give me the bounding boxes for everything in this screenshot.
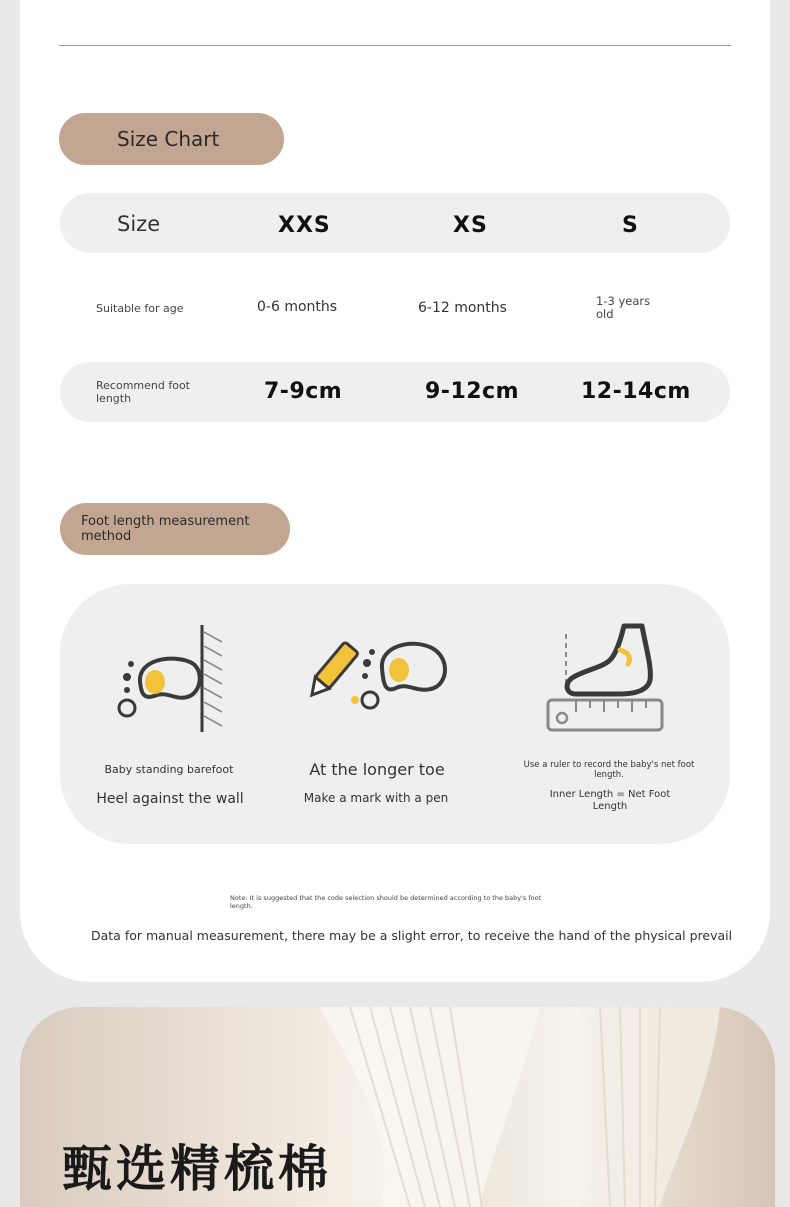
measurement-disclaimer: Data for manual measurement, there may be a slight error, to receive the hand of the physical prevail (91, 928, 733, 943)
step1-caption-small: Baby standing barefoot (104, 763, 234, 776)
banner-title: 甄选精梳棉 (62, 1140, 332, 1198)
step1-caption-main: Heel against the wall (96, 791, 244, 807)
foot-xs: 9-12cm (425, 379, 520, 404)
size-header-label: Size (117, 212, 161, 236)
foot-row-label: Recommend foot length (96, 379, 190, 405)
foot-s: 12-14cm (581, 379, 691, 404)
foot-xxs: 7-9cm (264, 379, 343, 404)
selection-note: Note: It is suggested that the code selection should be determined according to the baby's foot length. (230, 894, 542, 910)
size-chart-title: Size Chart (117, 127, 220, 151)
step2-caption-small: Make a mark with a pen (303, 791, 449, 805)
age-s: 1-3 years old (596, 294, 651, 321)
divider (59, 45, 731, 46)
method-title: Foot length measurement method (81, 514, 250, 544)
size-xxs: XXS (278, 213, 331, 238)
method-heading (60, 503, 290, 555)
step2-caption-main: At the longer toe (309, 760, 445, 779)
size-xs: XS (453, 213, 488, 238)
pen-mark-toe-icon (300, 630, 455, 725)
step3-formula: Inner Length = Net Foot Length (549, 789, 671, 812)
heel-against-wall-icon (110, 620, 235, 740)
foot-on-ruler-icon (540, 620, 670, 738)
age-xs: 6-12 months (418, 300, 507, 316)
age-xxs: 0-6 months (257, 299, 338, 315)
age-row-label: Suitable for age (96, 302, 184, 315)
product-photo-banner (20, 1007, 775, 1207)
size-chart-heading (59, 113, 284, 165)
size-s: S (622, 213, 639, 238)
step3-caption-small: Use a ruler to record the baby's net foot length. (523, 760, 695, 780)
